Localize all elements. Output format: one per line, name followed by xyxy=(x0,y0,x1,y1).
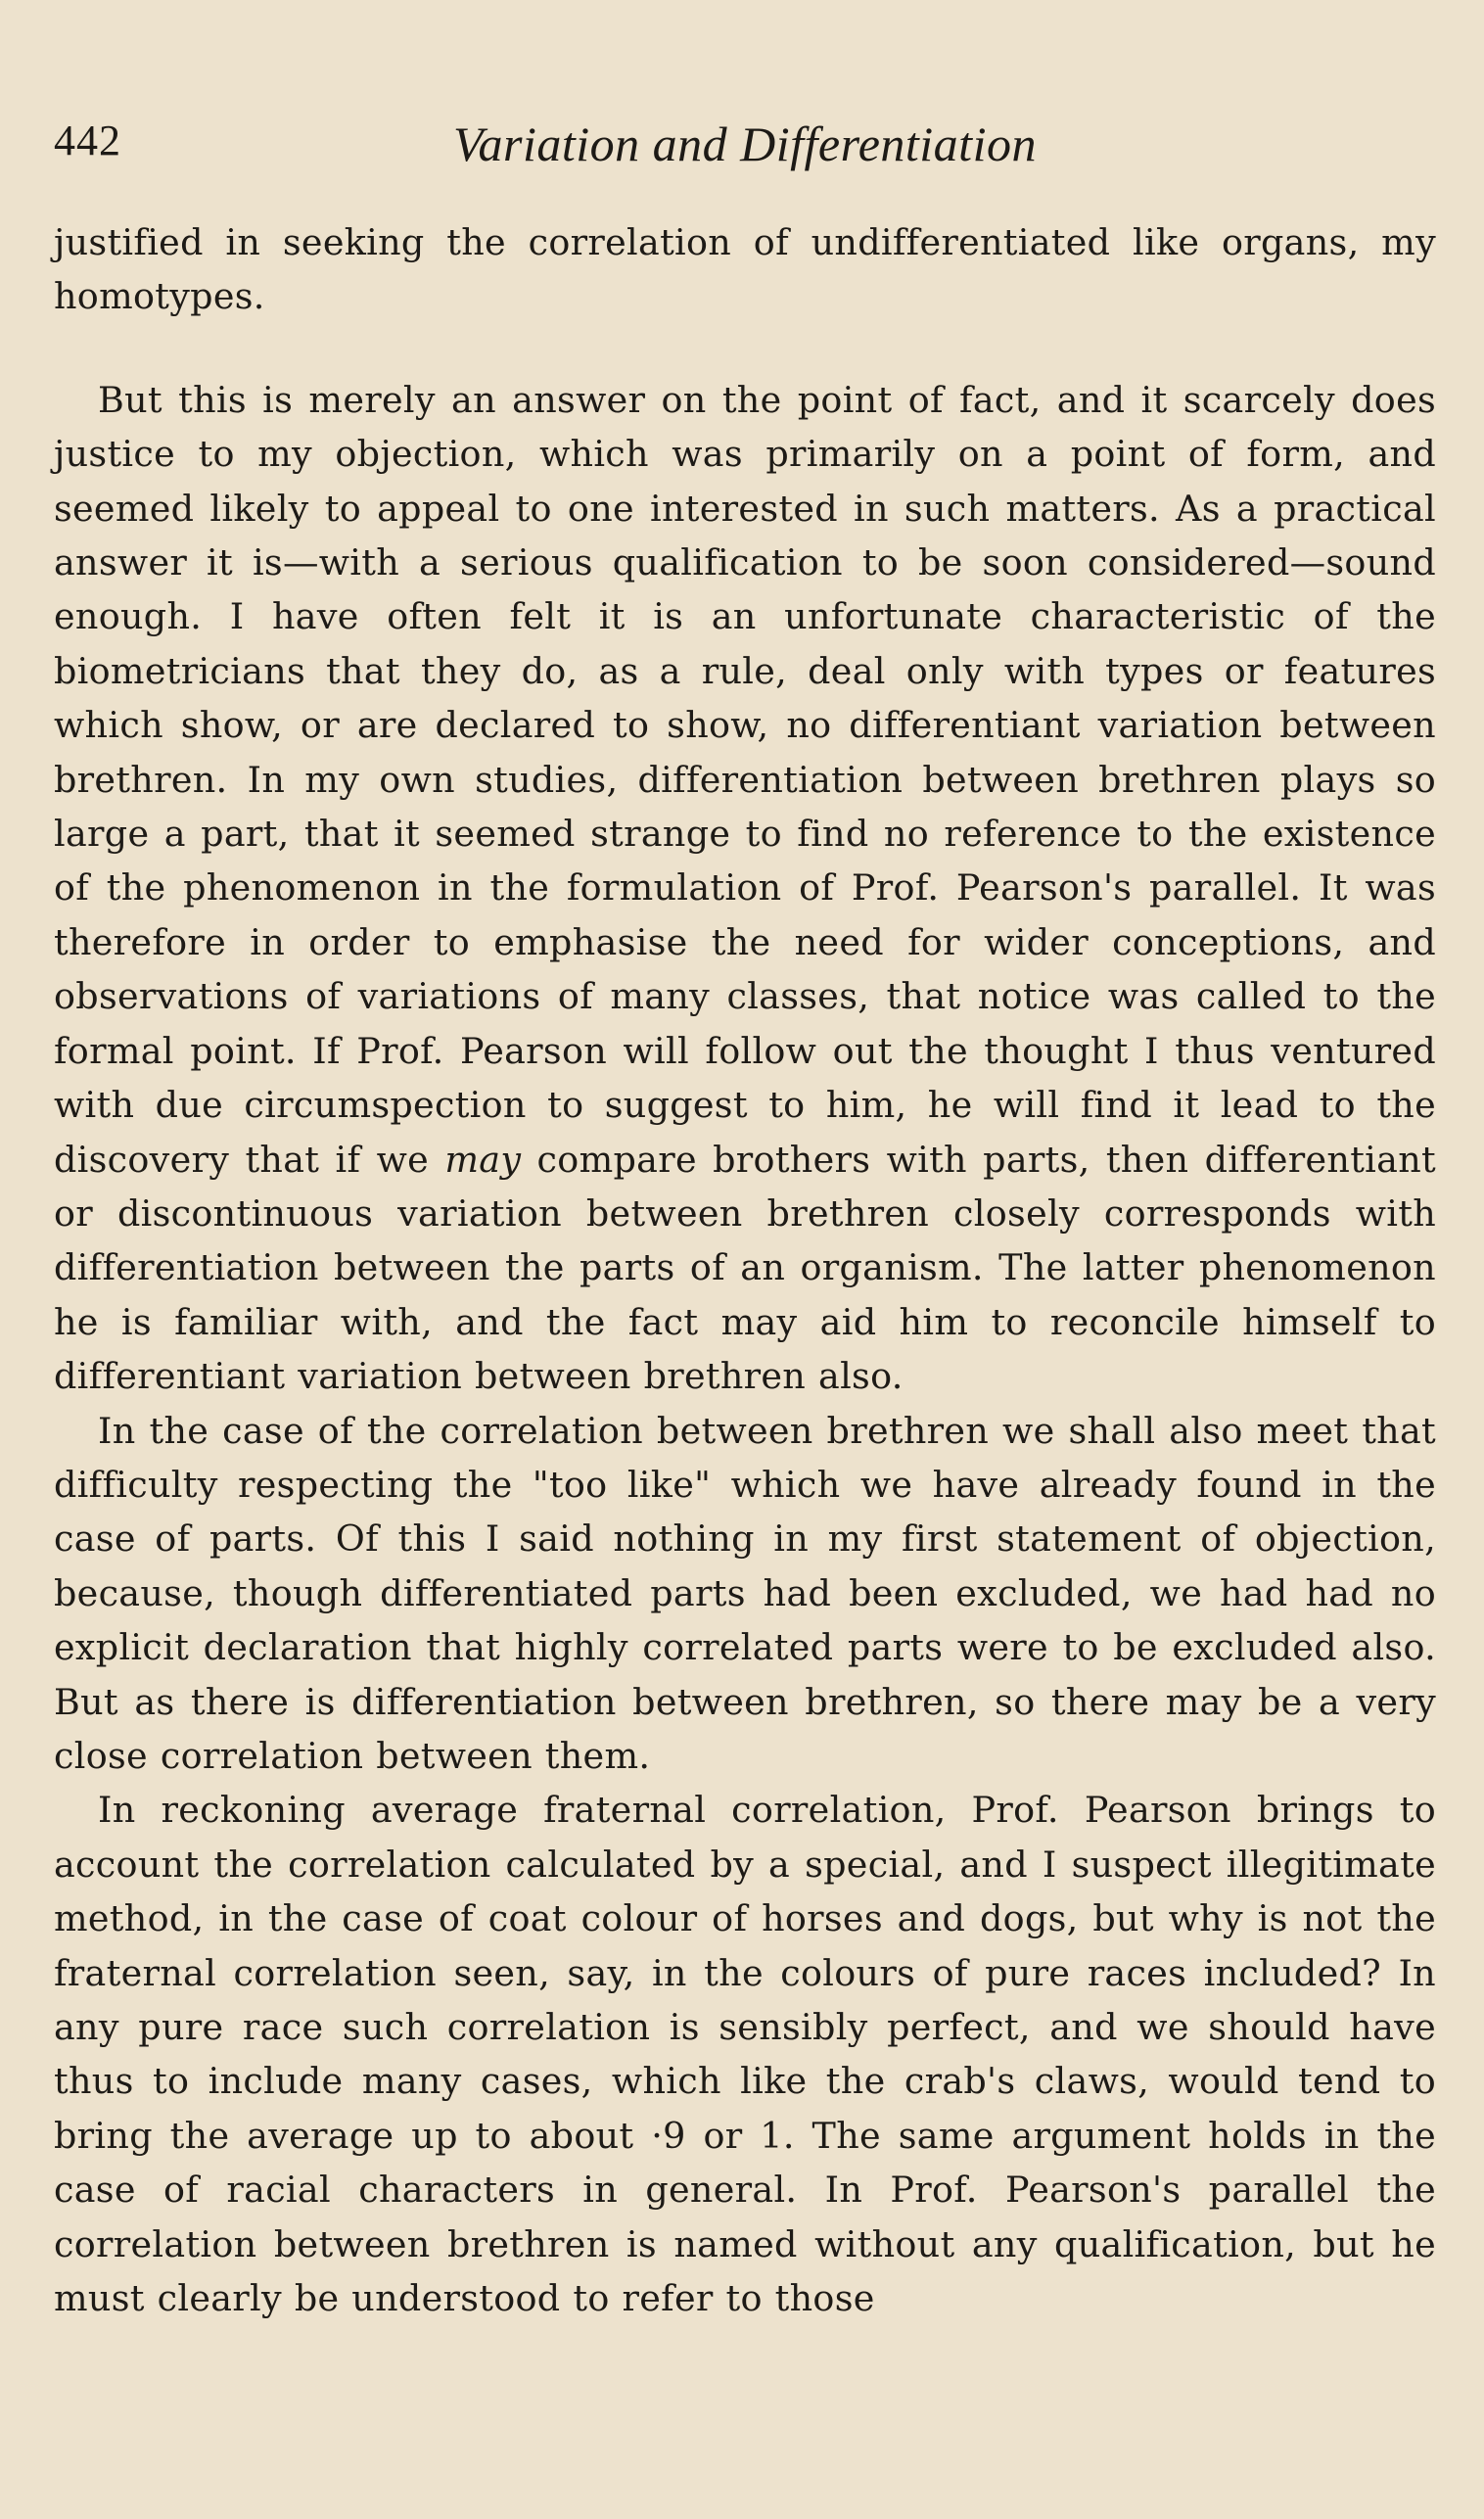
paragraph-2 xyxy=(54,373,1436,1404)
paragraph-1-text: justified in seeking the correlation of undifferentiated like organs, my homotypes. xyxy=(54,221,1436,318)
running-title: Variation and Differentiation xyxy=(453,117,1037,171)
body-text xyxy=(54,215,1436,2325)
paragraph-2-emphasis: may xyxy=(444,1138,522,1181)
document-page xyxy=(54,108,1436,2325)
paragraph-4-text: In reckoning average fraternal correlation, Prof. Pearson brings to account the correlation calculated by a special, and I suspect illegitimate method, in the case of coat colour of horses and dogs, but why is not the fraternal correlation seen, say, in the colours of pure races included? In any pure race such correlation is sensibly perfect, and we should have thus to include many cases, which like the crab's claws, would tend to bring the average up to about ·9 or 1. The same argument holds in the case of racial characters in general. In Prof. Pearson's parallel the correlation between brethren is named without any qualification, but he must clearly be understood to refer to those xyxy=(54,1789,1436,2320)
paragraph-2-text-before: But this is merely an answer on the point of fact, and it scarcely does justice to my objection, which was primarily on a point of form, and seemed likely to appeal to one interested in such matters. As a practical answer it is—with a serious qualification to be soon considered—sound enough. I have often felt it is an unfortunate characteristic of the biometricians that they do, as a rule, deal only with types or features which show, or are declared to show, no differentiant variation between brethren. In my own studies, differentiation between brethren plays so large a part, that it seemed strange to find no reference to the existence of the phenomenon in the formulation of Prof. Pearson's parallel. It was therefore in order to emphasise the need for wider conceptions, and observations of variations of many classes, that notice was called to the formal point. If Prof. Pearson will follow out the thought I thus ventured with due circumspection to suggest to him, he will find it lead to the discovery that if we xyxy=(54,378,1436,1181)
paragraph-1 xyxy=(54,215,1436,324)
paragraph-2-text-after: compare brothers with parts, then differentiant or discontinuous variation between brethren closely corresponds with differentiation between the parts of an organism. The latter phenomenon he is familiar with, and the fact may aid him to reconcile himself to differentiant variation between brethren also. xyxy=(54,1138,1436,1398)
paragraph-4 xyxy=(54,1783,1436,2325)
running-head xyxy=(54,108,1436,186)
paragraph-3 xyxy=(54,1404,1436,1784)
page-number: 442 xyxy=(54,117,121,164)
paragraph-3-text: In the case of the correlation between brethren we shall also meet that difficulty respecting the "too like" which we have already found in the case of parts. Of this I said nothing in my first statement of objection, because, though differentiated parts had been excluded, we had had no explicit declaration that highly correlated parts were to be excluded also. But as there is differentiation between brethren, so there may be a very close correlation between them. xyxy=(54,1409,1436,1777)
